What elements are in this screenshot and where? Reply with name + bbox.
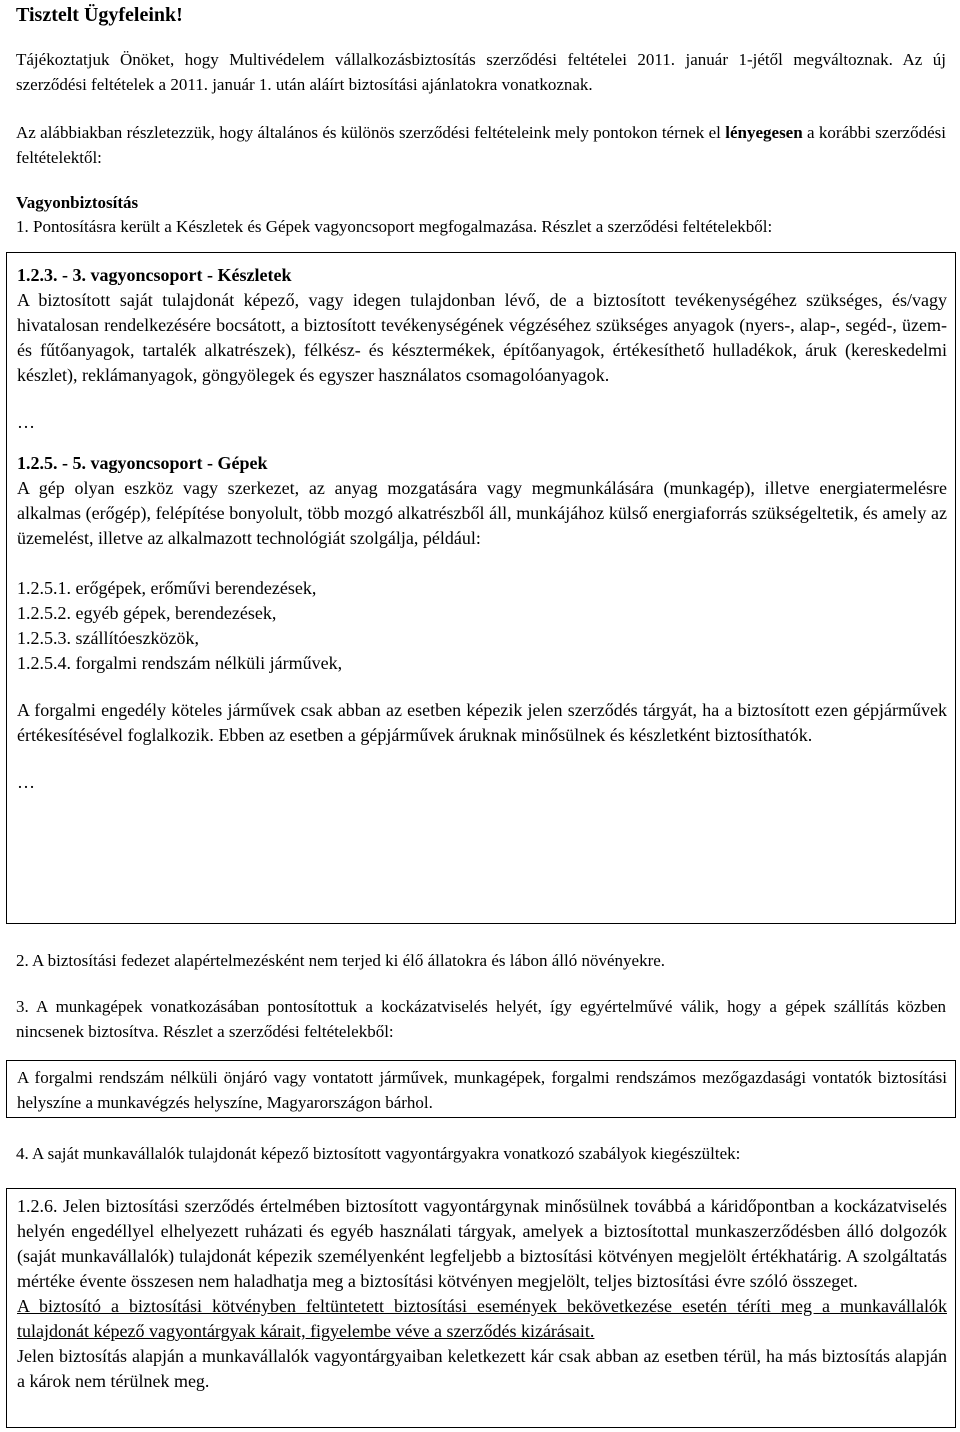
box1-ellipsis-1: …	[17, 412, 35, 432]
point-3: 3. A munkagépek vonatkozásában pontosítottuk a kockázatviselés helyét, így egyértelművé válik, hogy a gépek szállítás közben nincsenek biztosítva. Részlet a szerződési feltételekből:	[16, 997, 946, 1041]
conditions-excerpt-box-1	[6, 252, 956, 924]
intro-paragraph-2	[16, 120, 946, 170]
box3-text-a: 1.2.6. Jelen biztosítási szerződés értelmében biztosított vagyontárgynak minősülnek továbbá a káridőpontban a kockázatviselés helyén engedéllyel elhelyezett ruházati és egyéb használati tárgyak, amelyek a biztosítottal munkaszerződésben álló dolgozók (saját munkavállalók) tulajdonát képezik személyenként legfeljebb a biztosítási kötvényen megjelölt értékhatárig. A szolgáltatás mértéke évente összesen nem haladhatja meg a biztosítási kötvényen megjelölt, teljes biztosítási évre szóló összeget.	[17, 1196, 947, 1291]
list-item: 1.2.5.1. erőgépek, erőművi berendezések,	[17, 578, 317, 598]
list-item: 1.2.5.2. egyéb gépek, berendezések,	[17, 603, 277, 623]
list-item: 1.2.5.3. szállítóeszközök,	[17, 628, 199, 648]
point-1: 1. Pontosításra került a Készletek és Gépek vagyoncsoport megfogalmazása. Részlet a szerződési feltételekből:	[16, 217, 773, 236]
point-2: 2. A biztosítási fedezet alapértelmezésként nem terjed ki élő állatokra és lábon álló növényekre.	[16, 951, 666, 970]
intro2-text-b: a korábbi szerződési feltételektől:	[16, 123, 946, 167]
box1-ellipsis-2: …	[17, 772, 35, 792]
greeting-heading: Tisztelt Ügyfeleink!	[16, 4, 183, 26]
box1-gepek-text: A gép olyan eszköz vagy szerkezet, az anyag mozgatására vagy megmunkálására (munkagép), illetve energiatermelésre alkalmas (erőgép), felépítése bonyolult, több mozgó alkatrészből áll, munkájához külső energiaforrás szükségeltetik, és amely az üzemelést, illetve az alkalmazott technológiát szolgálja, például:	[17, 478, 947, 548]
conditions-excerpt-box-3	[6, 1188, 956, 1428]
section-title: Vagyonbiztosítás	[16, 193, 139, 212]
box3-text-b: Jelen biztosítás alapján a munkavállalók vagyontárgyaiban keletkezett kár csak abban az esetben térül, ha más biztosítás alapján a károk nem térülnek meg.	[17, 1346, 947, 1391]
box2-text: A forgalmi rendszám nélküli önjáró vagy vontatott járművek, munkagépek, forgalmi rendszámos mezőgazdasági vontatók biztosítási helyszíne a munkavégzés helyszíne, Magyarországon bárhol.	[17, 1068, 947, 1112]
box1-vehicle-text: A forgalmi engedély köteles járművek csak abban az esetben képezik jelen szerződés tárgyát, ha a biztosított ezen gépjárművek értékesítésével foglalkozik. Ebben az esetben a gépjárművek áruknak minősülnek és készletként biztosíthatók.	[17, 700, 947, 745]
intro2-text-a: Az alábbiakban részletezzük, hogy általános és különös szerződési feltételeink mely pontokon térnek el	[16, 123, 726, 142]
conditions-excerpt-box-2	[6, 1060, 956, 1118]
box1-keszletek-text: A biztosított saját tulajdonát képező, vagy idegen tulajdonban lévő, de a biztosított tevékenységéhez szükséges, és/vagy hivatalosan rendelkezésére bocsátott, a biztosított tevékenységének végzéséhez szükséges anyagok (nyers-, alap-, segéd-, üzem- és fűtőanyagok, tartalék alkatrészek), félkész- és késztermékek, építőanyagok, értékesíthető hulladékok, áruk (kereskedelmi készlet), reklámanyagok, göngyölegek és egyszer használatos csomagolóanyagok.	[17, 290, 947, 385]
box1-machine-list	[17, 576, 947, 676]
intro-paragraph-1: Tájékoztatjuk Önöket, hogy Multivédelem vállalkozásbiztosítás szerződési feltételei 2011. január 1-jétől megváltoznak. Az új szerződési feltételek a 2011. január 1. után aláírt biztosítási ajánlatokra vonatkoznak.	[16, 50, 946, 94]
intro2-bold-word: lényegesen	[725, 123, 803, 142]
point-4: 4. A saját munkavállalók tulajdonát képező biztosított vagyontárgyakra vonatkozó szabályok kiegészültek:	[16, 1144, 741, 1163]
box1-heading-keszletek: 1.2.3. - 3. vagyoncsoport - Készletek	[17, 265, 292, 285]
box3-underlined-text: A biztosító a biztosítási kötvényben feltüntetett biztosítási események bekövetkezése esetén téríti meg a munkavállalók tulajdonát képező vagyontárgyak kárait, figyelembe véve a szerződés kizárásait.	[17, 1296, 947, 1341]
list-item: 1.2.5.4. forgalmi rendszám nélküli járművek,	[17, 653, 343, 673]
box1-heading-gepek: 1.2.5. - 5. vagyoncsoport - Gépek	[17, 453, 268, 473]
